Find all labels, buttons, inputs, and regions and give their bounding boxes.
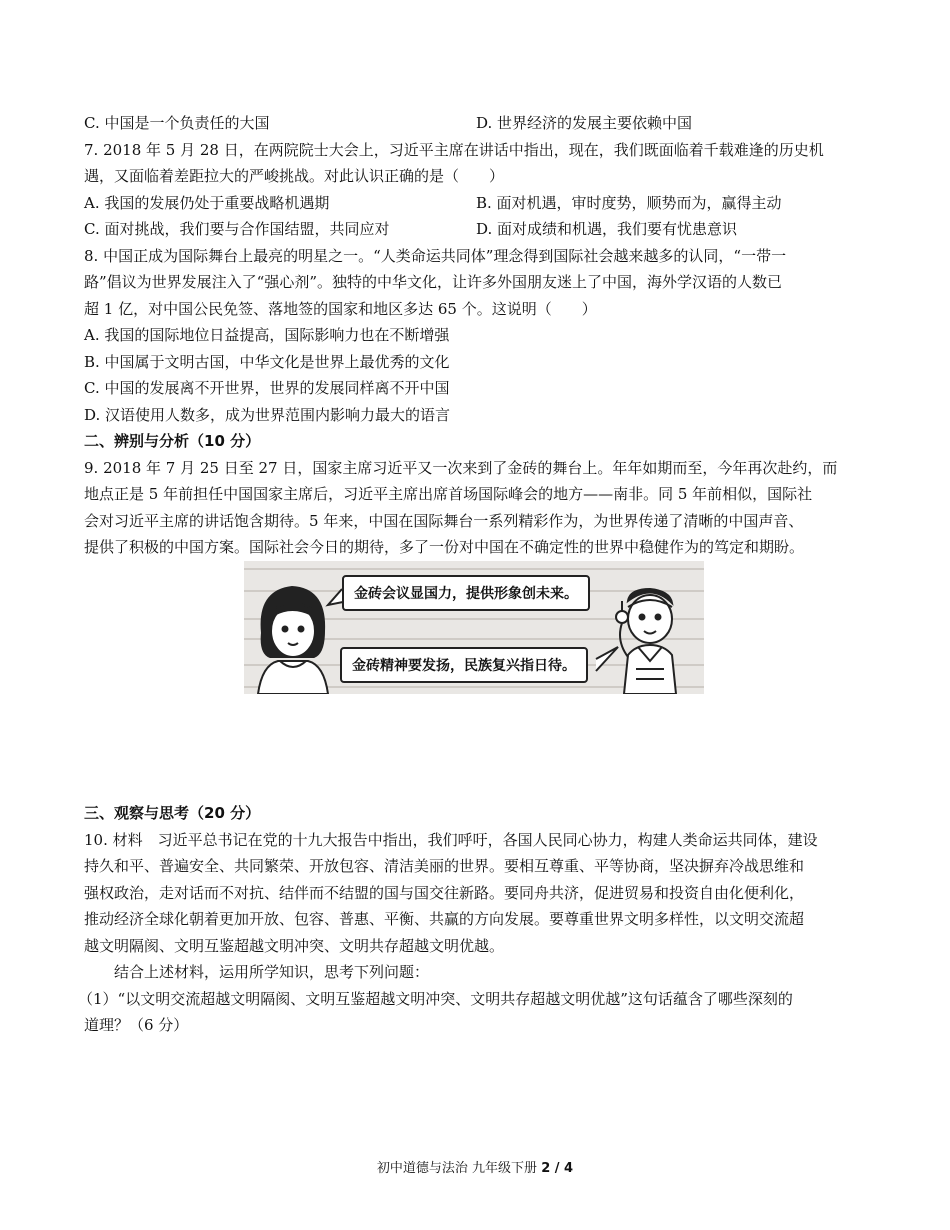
exam-page — [84, 110, 874, 561]
q8-stem-line1: 8. 中国正成为国际舞台上最亮的明星之一。“人类命运共同体”理念得到国际社会越来越多的认同，“一带一 — [84, 246, 787, 265]
q8-option-d: D. 汉语使用人数多，成为世界范围内影响力最大的语言 — [84, 405, 451, 424]
q9-line4: 提供了积极的中国方案。国际社会今日的期待，多了一份对中国在不确定性的世界中稳健作为的笃定和期盼。 — [84, 538, 805, 556]
q10-line4: 推动经济全球化朝着更加开放、包容、普惠、平衡、共赢的方向发展。要尊重世界文明多样性，以文明交流超 — [84, 910, 805, 928]
q9-cartoon-figure — [244, 561, 704, 694]
speech-bubble-girl: 金砖会议显国力，提供形象创未来。 — [342, 575, 590, 611]
boy-figure — [616, 589, 676, 694]
q10-line5: 越文明隔阂、文明互鉴超越文明冲突、文明共存超越文明优越。 — [84, 936, 505, 955]
q7-stem-line1: 7. 2018 年 5 月 28 日，在两院院士大会上，习近平主席在讲话中指出，现在，我们既面临着千载难逢的历史机 — [84, 140, 824, 159]
q10-sub1-line2: 道理？（6 分） — [84, 1016, 189, 1034]
page-footer — [0, 1157, 950, 1176]
q7-stem-line2: 遇，又面临着差距拉大的严峻挑战。对此认识正确的是（ ） — [84, 167, 505, 185]
footer-text: 初中道德与法治 九年级下册 — [376, 1161, 538, 1176]
q7-options-cd — [84, 216, 874, 243]
q10-sub1-line1: （1）“以文明交流超越文明隔阂、文明互鉴超越文明冲突、文明共存超越文明优越”这句话蕴含了哪些深刻的 — [78, 989, 793, 1008]
q7-option-a: A. 我国的发展仍处于重要战略机遇期 — [84, 193, 330, 212]
q9-line1: 9. 2018 年 7 月 25 日至 27 日，国家主席习近平又一次来到了金砖的舞台上。年年如期而至，今年再次赴约，而 — [84, 458, 838, 477]
girl-figure — [258, 587, 328, 694]
q10-line3: 强权政治，走对话而不对抗、结伴而不结盟的国与国交往新路。要同舟共济，促进贸易和投资自由化便利化， — [84, 883, 805, 902]
q6-option-c: C. 中国是一个负责任的大国 — [84, 114, 270, 132]
section3-title: 三、观察与思考（20 分） — [84, 804, 261, 822]
bubble2-tail — [596, 647, 618, 671]
q8-option-c: C. 中国的发展离不开世界，世界的发展同样离不开中国 — [84, 379, 450, 397]
q8-option-b: B. 中国属于文明古国，中华文化是世界上最优秀的文化 — [84, 352, 450, 371]
section2-title: 二、辨别与分析（10 分） — [84, 432, 261, 450]
q7-options-ab — [84, 190, 874, 217]
q7-option-b: B. 面对机遇，审时度势，顺势而为，赢得主动 — [476, 193, 782, 212]
speech-bubble-boy: 金砖精神要发扬，民族复兴指日待。 — [340, 647, 588, 683]
exam-page-lower — [78, 800, 874, 1039]
q10-instruction: 结合上述材料，运用所学知识，思考下列问题： — [114, 963, 430, 981]
q10-line2: 持久和平、普遍安全、共同繁荣、开放包容、清洁美丽的世界。要相互尊重、平等协商，坚决摒弃冷战思维和 — [84, 857, 805, 875]
q7-option-d: D. 面对成绩和机遇，我们要有忧患意识 — [476, 220, 738, 238]
q10-line1: 10. 材料 习近平总书记在党的十九大报告中指出，我们呼吁，各国人民同心协力，构建人类命运共同体，建设 — [84, 830, 818, 849]
q8-option-a: A. 我国的国际地位日益提高，国际影响力也在不断增强 — [84, 326, 450, 344]
page-number: 2 / 4 — [541, 1161, 574, 1176]
q9-line2: 地点正是 5 年前担任中国国家主席后，习近平主席出席首场国际峰会的地方——南非。同 5 年前相似，国际社 — [84, 485, 813, 503]
q7-option-c: C. 面对挑战，我们要与合作国结盟，共同应对 — [84, 220, 390, 238]
q8-stem-line3: 超 1 亿，对中国公民免签、落地签的国家和地区多达 65 个。这说明（ ） — [84, 299, 597, 318]
q6-options-cd — [84, 110, 874, 137]
q8-stem-line2: 路”倡议为世界发展注入了“强心剂”。独特的中华文化，让许多外国朋友迷上了中国，海外学汉语的人数已 — [84, 273, 783, 291]
q9-line3: 会对习近平主席的讲话饱含期待。5 年来，中国在国际舞台一系列精彩作为，为世界传递了清晰的中国声音、 — [84, 511, 804, 530]
q6-option-d: D. 世界经济的发展主要依赖中国 — [476, 114, 693, 132]
